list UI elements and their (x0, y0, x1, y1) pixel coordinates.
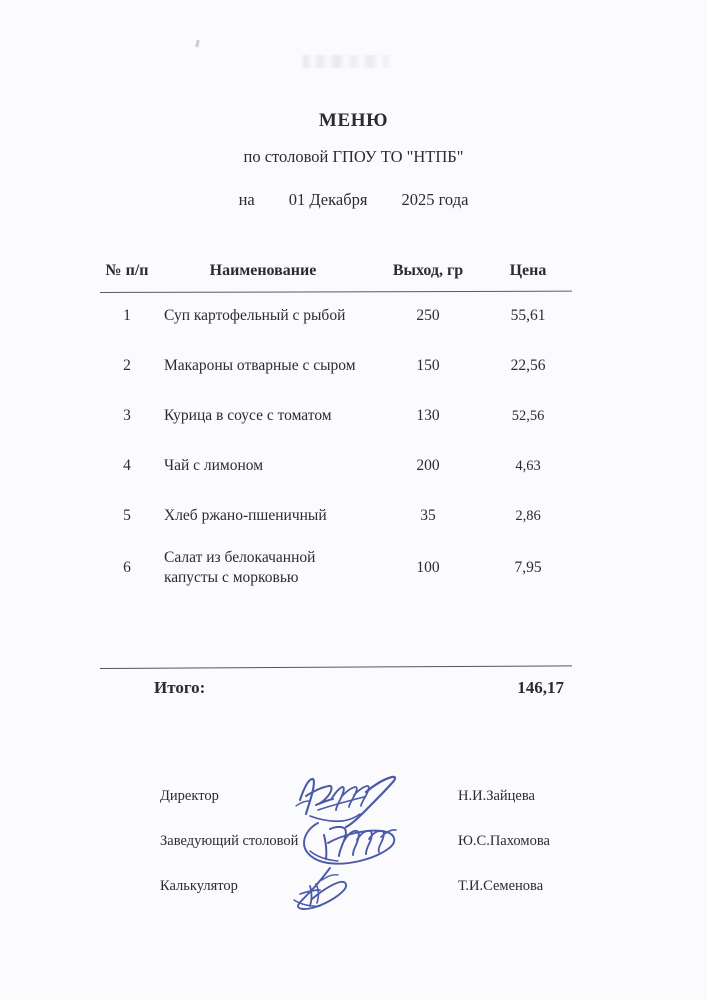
signature-ink-director (288, 770, 408, 832)
table-row (100, 291, 572, 341)
signature-block (160, 780, 580, 915)
cell-number: 4 (123, 457, 131, 474)
cell-number: 5 (123, 507, 131, 524)
document-subtitle: по столовой ГПОУ ТО "НТПБ" (243, 147, 464, 166)
cell-price: 4,63 (515, 457, 541, 474)
scan-artifact-ghost-text (300, 55, 392, 68)
date-prefix: на (238, 190, 255, 209)
cell-price: 55,61 (510, 307, 546, 324)
signature-row-calculator (160, 870, 580, 915)
cell-number: 2 (123, 357, 131, 374)
signature-ink-calculator (286, 866, 376, 914)
total-divider (100, 665, 572, 669)
column-header-name: Наименование (209, 262, 317, 279)
column-header-number: № п/п (105, 262, 149, 279)
cell-output: 250 (416, 307, 440, 324)
cell-price: 2,86 (515, 507, 541, 524)
cell-name: Чай с лимоном (164, 457, 264, 475)
document-dateline (0, 190, 707, 210)
cell-number: 6 (123, 559, 131, 576)
cell-name: Макароны отварные с сыром (164, 357, 356, 375)
signature-name: Т.И.Семенова (458, 878, 544, 894)
cell-output: 200 (416, 457, 440, 474)
signature-name: Н.И.Зайцева (458, 788, 535, 804)
cell-output: 35 (420, 507, 436, 524)
signature-row-director (160, 780, 580, 825)
cell-output: 150 (416, 357, 440, 374)
column-header-output: Выход, гр (392, 262, 464, 279)
signature-row-manager (160, 825, 580, 870)
cell-name: Суп картофельный с рыбой (164, 307, 346, 325)
column-header-price: Цена (509, 262, 547, 279)
table-header-row (100, 262, 572, 291)
date-suffix: 2025 года (401, 190, 469, 209)
cell-name: Хлеб ржано-пшеничный (164, 507, 327, 525)
table-row (100, 441, 572, 491)
table-row (100, 541, 572, 595)
cell-output: 130 (416, 407, 440, 424)
signature-role: Заведующий столовой (160, 833, 299, 849)
cell-output: 100 (416, 559, 440, 576)
menu-table (100, 262, 572, 595)
scan-artifact-mark (195, 40, 199, 47)
date-value: 01 Декабря (288, 190, 368, 209)
total-row (100, 678, 572, 698)
signature-name: Ю.С.Пахомова (458, 833, 550, 849)
table-row (100, 341, 572, 391)
cell-price: 22,56 (510, 357, 546, 374)
cell-price: 52,56 (511, 407, 545, 424)
cell-price: 7,95 (514, 559, 542, 576)
cell-name: Курица в соусе с томатом (164, 407, 332, 425)
signature-ink-manager (300, 821, 410, 873)
table-row (100, 391, 572, 441)
total-value: 146,17 (517, 678, 564, 697)
table-row (100, 491, 572, 541)
cell-number: 3 (123, 407, 131, 424)
total-label: Итого: (154, 678, 206, 697)
signature-role: Директор (160, 788, 219, 804)
cell-number: 1 (123, 307, 131, 324)
page-title: МЕНЮ (318, 110, 389, 131)
cell-name: Салат из белокачанной капусты с морковью (164, 549, 316, 586)
signature-role: Калькулятор (160, 878, 238, 894)
